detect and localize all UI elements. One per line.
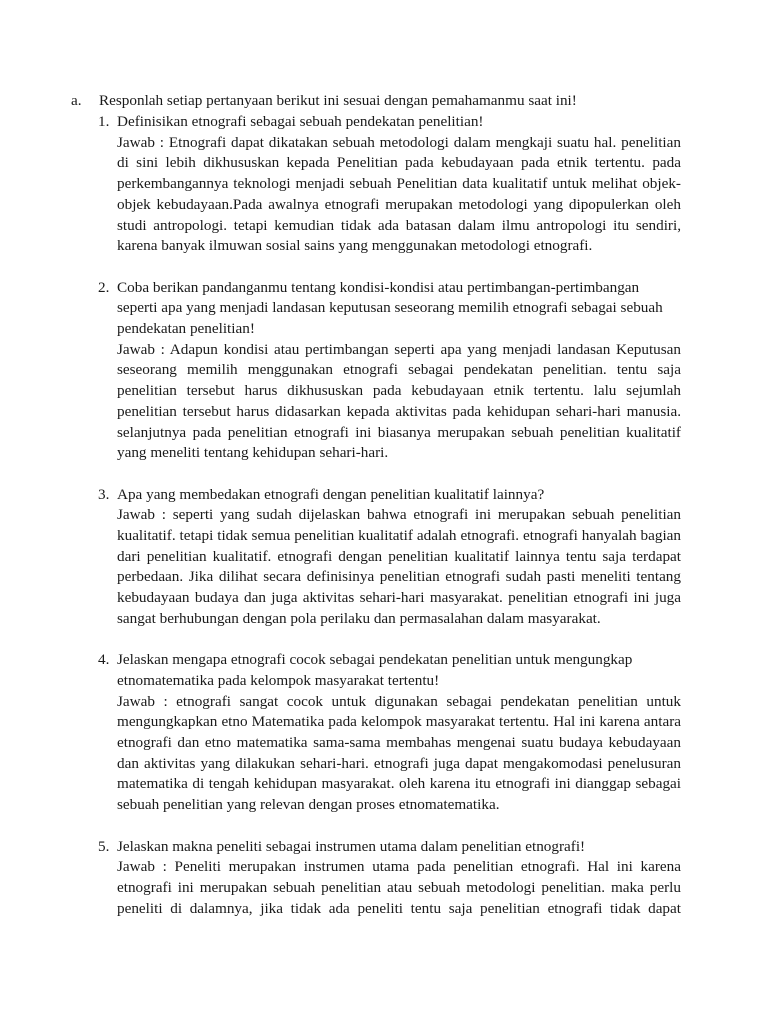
question-text: Jelaskan makna peneliti sebagai instrumen utama dalam penelitian etnografi! (117, 837, 586, 855)
question-number: 2. (98, 278, 110, 296)
question-number: 5. (98, 837, 110, 855)
question-item-5 (98, 837, 681, 920)
answer-text: Jawab : seperti yang sudah dijelaskan bahwa etnografi ini merupakan sebuah penelitian kualitatif. tetapi tidak semua penelitian kualitatif adalah etnografi. etnografi hanyalah bagian dari penelitian kualitatif. etnografi dengan penelitian kualitatif lainnya tentu saja terdapat perbedaan. Jika dilihat secara definisinya penelitian etnografi sudah pasti meneliti tentang kebudayaan budaya dan juga aktivitas sehari-hari masyarakat. penelitian etnografi ini juga sangat berhubungan dengan pola perilaku dan permasalahan dalam masyarakat. (117, 506, 681, 627)
question-number: 3. (98, 485, 110, 503)
question-item-2 (98, 278, 681, 464)
section-marker: a. (71, 92, 82, 109)
answer-text: Jawab : etnografi sangat cocok untuk digunakan sebagai pendekatan penelitian untuk mengungkapkan etno Matematika pada kelompok masyarakat tertentu. Hal ini karena antara etnografi dan etno matematika sama-sama membahas mengenai suatu budaya kebudayaan dan aktivitas yang dilakukan sehari-hari. etnografi juga dapat mengakomodasi penelusuran matematika di tengah kehidupan masyarakat. oleh karena itu etnografi ini dianggap sebagai sebuah penelitian yang relevan dengan proses etnomatematika. (117, 692, 681, 814)
question-text: Apa yang membedakan etnografi dengan penelitian kualitatif lainnya? (117, 485, 545, 503)
question-text: Definisikan etnografi sebagai sebuah pendekatan penelitian! (117, 113, 484, 130)
question-item-1 (98, 112, 681, 257)
question-text: Coba berikan pandanganmu tentang kondisi-kondisi atau pertimbangan-pertimbangan seperti apa yang menjadi landasan keputusan seseorang memilih etnografi sebagai sebuah pendekatan penelitian! (117, 278, 663, 338)
answer-text: Jawab : Peneliti merupakan instrumen utama pada penelitian etnografi. Hal ini karena etnografi ini merupakan sebuah penelitian atau sebuah metodologi penelitian. maka perlu peneliti di dalamnya, jika tidak ada peneliti tentu saja penelitian etnografi tidak dapat (117, 858, 681, 917)
question-item-4 (98, 650, 681, 816)
question-list (98, 112, 681, 940)
question-number: 1. (98, 113, 110, 130)
question-number: 4. (98, 651, 110, 669)
question-text: Jelaskan mengapa etnografi cocok sebagai pendekatan penelitian untuk mengungkap etnomatematika pada kelompok masyarakat tertentu! (117, 651, 633, 689)
section-heading-text: Responlah setiap pertanyaan berikut ini sesuai dengan pemahamanmu saat ini! (99, 92, 577, 109)
question-item-3 (98, 485, 681, 630)
section-heading (71, 91, 691, 112)
answer-text: Jawab : Etnografi dapat dikatakan sebuah metodologi dalam mengkaji suatu hal. penelitian di sini lebih dikhususkan kepada Penelitian pada kebudayaan pada etnik tertentu. pada perkembangannya teknologi menjadi sebuah Penelitian data kualitatif untuk melihat objek-objek kebudayaan.Pada awalnya etnografi merupakan metodologi yang dipopulerkan oleh studi antropologi. tetapi kemudian tidak ada batasan dalam ilmu antropologi itu sendiri, karena banyak ilmuwan sosial sains yang menggunakan metodologi etnografi. (117, 133, 681, 255)
answer-text: Jawab : Adapun kondisi atau pertimbangan seperti apa yang menjadi landasan Keputusan seseorang memilih menggunakan etnografi sebagai pendekatan penelitian. tentu saja penelitian tersebut harus dikhususkan pada kebudayaan etnik tertentu. lalu sejumlah penelitian tersebut harus didasarkan kepada aktivitas pada kehidupan sehari-hari manusia. selanjutnya pada penelitian etnografi ini biasanya merupakan sebuah penelitian kualitatif yang meneliti tentang kehidupan sehari-hari. (117, 340, 681, 462)
